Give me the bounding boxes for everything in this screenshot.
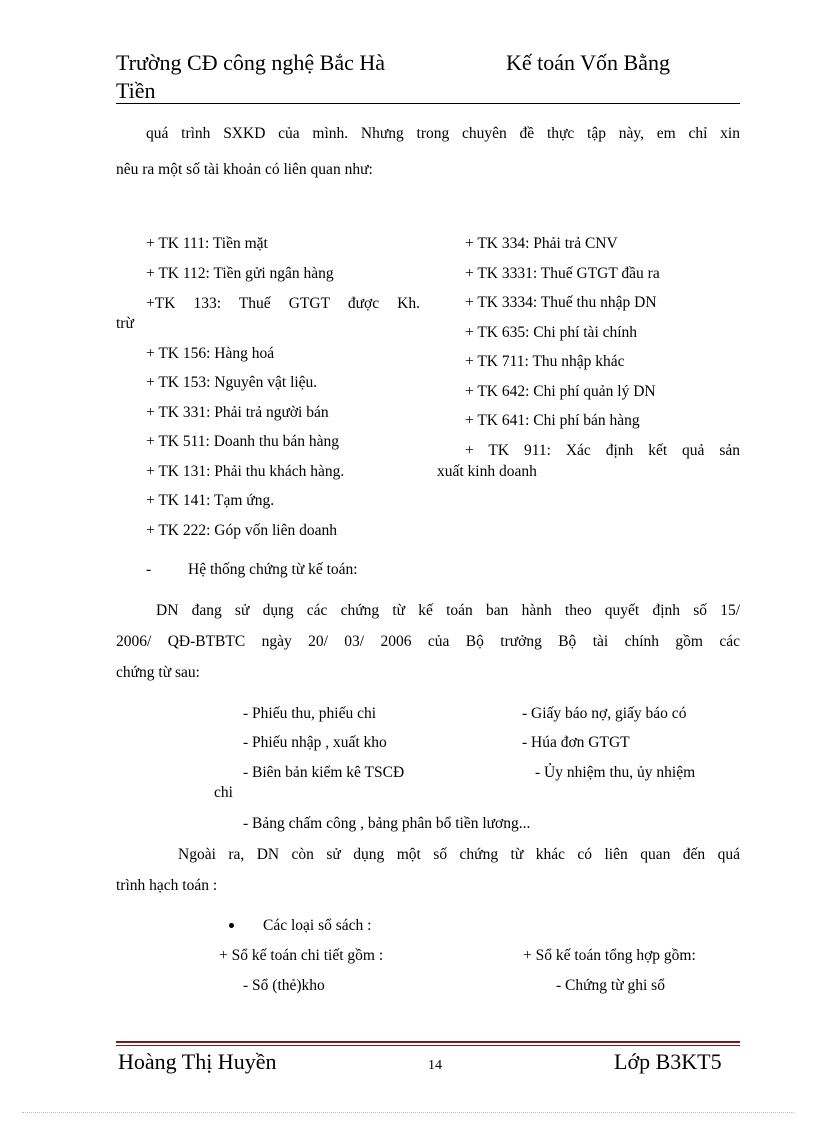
- account-item: + TK 635: Chi phí tài chính: [465, 324, 638, 341]
- voucher-item-continued: chi: [214, 784, 233, 801]
- account-item-continued: xuất kinh doanh: [437, 463, 537, 480]
- voucher-item: - Ủy nhiệm thu, ủy nhiệm: [535, 764, 696, 781]
- footer-rule-thick: [116, 1041, 740, 1043]
- voucher-item: - Húa đơn GTGT: [522, 734, 630, 751]
- voucher-item: - Bảng chấm công , bảng phân bổ tiền lương...: [243, 815, 531, 832]
- bullet-dot-icon: [229, 923, 234, 928]
- intro-line-2: nêu ra một số tài khoản có liên quan như:: [116, 161, 373, 178]
- other-para-line-1: Ngoài ra, DN còn sử dụng một số chứng từ khác có liên quan đến quá: [178, 846, 740, 863]
- account-item-continued: trừ: [116, 315, 134, 332]
- footer-class: Lớp B3KT5: [614, 1049, 722, 1074]
- page-edge: [22, 1112, 794, 1113]
- voucher-heading: Hệ thống chứng từ kế toán:: [188, 561, 358, 578]
- account-item: + TK 911: Xác định kết quả sản: [465, 442, 740, 459]
- voucher-item: - Phiếu nhập , xuất kho: [243, 734, 387, 751]
- header-subject-continued: Tiền: [116, 78, 156, 103]
- books-right-item: - Chứng từ ghi sổ: [556, 977, 665, 994]
- header-rule: [116, 103, 740, 104]
- account-item: + TK 641: Chi phí bán hàng: [465, 412, 640, 429]
- account-item: + TK 222: Góp vốn liên doanh: [146, 522, 337, 539]
- books-left-title: + Sổ kế toán chi tiết gồm :: [219, 947, 384, 964]
- voucher-item: - Giấy báo nợ, giấy báo có: [522, 705, 687, 722]
- voucher-para-line-1: DN đang sử dụng các chứng từ kế toán ban hành theo quyết định số 15/: [156, 602, 740, 619]
- books-right-title: + Sổ kế toán tổng hợp gồm:: [523, 947, 696, 964]
- account-item: + TK 331: Phải trả người bán: [146, 404, 329, 421]
- voucher-item: - Biên bản kiểm kê TSCĐ: [243, 764, 405, 781]
- account-item: + TK 511: Doanh thu bán hàng: [146, 433, 339, 450]
- footer-author: Hoàng Thị Huyền: [118, 1049, 277, 1074]
- account-item: + TK 153: Nguyên vật liệu.: [146, 374, 318, 391]
- account-item: + TK 642: Chi phí quản lý DN: [465, 383, 656, 400]
- intro-line-1: quá trình SXKD của mình. Nhưng trong chuyên đề thực tập này, em chỉ xin: [146, 125, 740, 142]
- header-school: Trường CĐ công nghệ Bắc Hà: [116, 50, 385, 75]
- books-heading: Các loại sổ sách :: [263, 917, 372, 934]
- account-item: + TK 131: Phải thu khách hàng.: [146, 463, 345, 480]
- voucher-item: - Phiếu thu, phiếu chi: [243, 705, 377, 722]
- other-para-line-2: trình hạch toán :: [116, 877, 218, 894]
- voucher-heading-dash: -: [146, 561, 152, 578]
- account-item: +TK 133: Thuế GTGT được Kh.: [146, 295, 420, 312]
- account-item: + TK 156: Hàng hoá: [146, 345, 275, 362]
- account-item: + TK 112: Tiền gửi ngân hàng: [146, 265, 334, 282]
- footer-rule-thin: [116, 1045, 740, 1046]
- account-item: + TK 141: Tạm ứng.: [146, 492, 275, 509]
- account-item: + TK 334: Phải trả CNV: [465, 235, 618, 252]
- account-item: + TK 711: Thu nhập khác: [465, 353, 625, 370]
- account-item: + TK 111: Tiền mặt: [146, 235, 268, 252]
- account-item: + TK 3331: Thuế GTGT đầu ra: [465, 265, 660, 282]
- page-number: 14: [428, 1058, 442, 1073]
- voucher-para-line-2: 2006/ QĐ-BTBTC ngày 20/ 03/ 2006 của Bộ trưởng Bộ tài chính gồm các: [116, 633, 740, 650]
- voucher-para-line-3: chứng từ sau:: [116, 664, 200, 681]
- account-item: + TK 3334: Thuế thu nhập DN: [465, 294, 657, 311]
- header-subject: Kế toán Vốn Bằng: [506, 50, 670, 75]
- books-left-item: - Sổ (thẻ)kho: [243, 977, 325, 994]
